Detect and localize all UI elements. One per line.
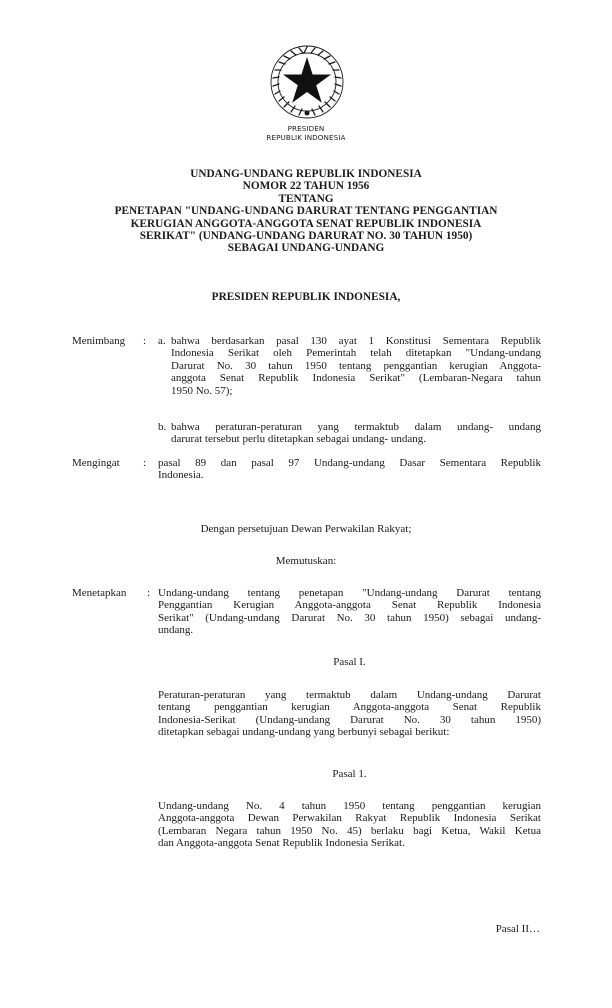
title-line: UNDANG-UNDANG REPUBLIK INDONESIA <box>190 168 422 180</box>
pasal-I-heading: Pasal I. <box>333 656 366 668</box>
memutuskan-line: Memutuskan: <box>275 555 337 567</box>
menimbang-item-a-letter: a. <box>158 335 166 347</box>
title-line: SERIKAT" (UNDANG-UNDANG DARURAT NO. 30 TAHUN 1950) <box>139 230 473 243</box>
persetujuan-line: Dengan persetujuan Dewan Perwakilan Rakyat; <box>200 523 412 535</box>
mengingat-label: Mengingat <box>72 457 120 469</box>
president-heading: PRESIDEN REPUBLIK INDONESIA, <box>211 291 401 303</box>
pasal-1-text: Undang-undang No. 4 tahun 1950 tentang penggantian kerugian Anggota-anggota Dewan Perwakilan Rakyat Republik Indonesia Serikat (Lembaran Negara tahun 1950 No. 45) berlaku bagi Ketua, Wakil Ketua dan Anggota-anggota Senat Republik Indonesia Serikat. <box>158 800 541 850</box>
next-page-marker: Pasal II… <box>495 923 540 935</box>
menimbang-colon: : <box>143 335 147 347</box>
menetapkan-label: Menetapkan <box>72 587 127 599</box>
garuda-star-emblem-icon <box>268 43 346 121</box>
title-line: NOMOR 22 TAHUN 1956 <box>242 180 370 193</box>
title-line: KERUGIAN ANGGOTA-ANGGOTA SENAT REPUBLIK INDONESIA <box>130 217 482 230</box>
menimbang-item-b-letter: b. <box>158 421 167 433</box>
pasal-1-heading: Pasal 1. <box>332 768 367 780</box>
pasal-I-text: Peraturan-peraturan yang termaktub dalam Undang-undang Darurat tentang penggantian kerugian Anggota-anggota Senat Republik Indonesia-Serikat (Undang-undang Darurat No. 30 tahun 1950) ditetapkan sebagai undang-undang yang berbunyi sebagai berikut: <box>158 689 541 739</box>
menimbang-label: Menimbang <box>72 335 126 347</box>
menimbang-item-a-text: bahwa berdasarkan pasal 130 ayat 1 Konstitusi Sementara Republik Indonesia Serikat oleh Pemerintah telah ditetapkan "Undang-undang Darurat No. 30 tahun 1950 tentang penggantian kerugian Anggota- anggota Senat Republik Indonesia Serikat" (Lembaran-Negara tahun 1950 No. 57); <box>171 335 541 397</box>
menetapkan-text: Undang-undang tentang penetapan "Undang-undang Darurat tentang Penggantian Kerugian Anggota-anggota Senat Republik Indonesia Serikat" (Undang-undang Darurat No. 30 tahun 1950) sebagai undang- undang. <box>158 587 541 637</box>
emblem-caption-republik: REPUBLIK INDONESIA <box>266 133 346 142</box>
emblem-caption-presiden: PRESIDEN <box>287 124 325 133</box>
title-line: TENTANG <box>278 192 334 205</box>
menimbang-item-b-text: bahwa peraturan-peraturan yang termaktub dalam undang- undang darurat tersebut perlu ditetapkan sebagai undang- undang. <box>171 421 541 446</box>
document-title <box>60 168 552 255</box>
title-line: SEBAGAI UNDANG-UNDANG <box>227 242 385 255</box>
mengingat-text: pasal 89 dan pasal 97 Undang-undang Dasar Sementara Republik Indonesia. <box>158 457 541 482</box>
mengingat-colon: : <box>143 457 147 469</box>
menetapkan-colon: : <box>147 587 151 599</box>
title-line: PENETAPAN "UNDANG-UNDANG DARURAT TENTANG PENGGANTIAN <box>114 205 498 218</box>
